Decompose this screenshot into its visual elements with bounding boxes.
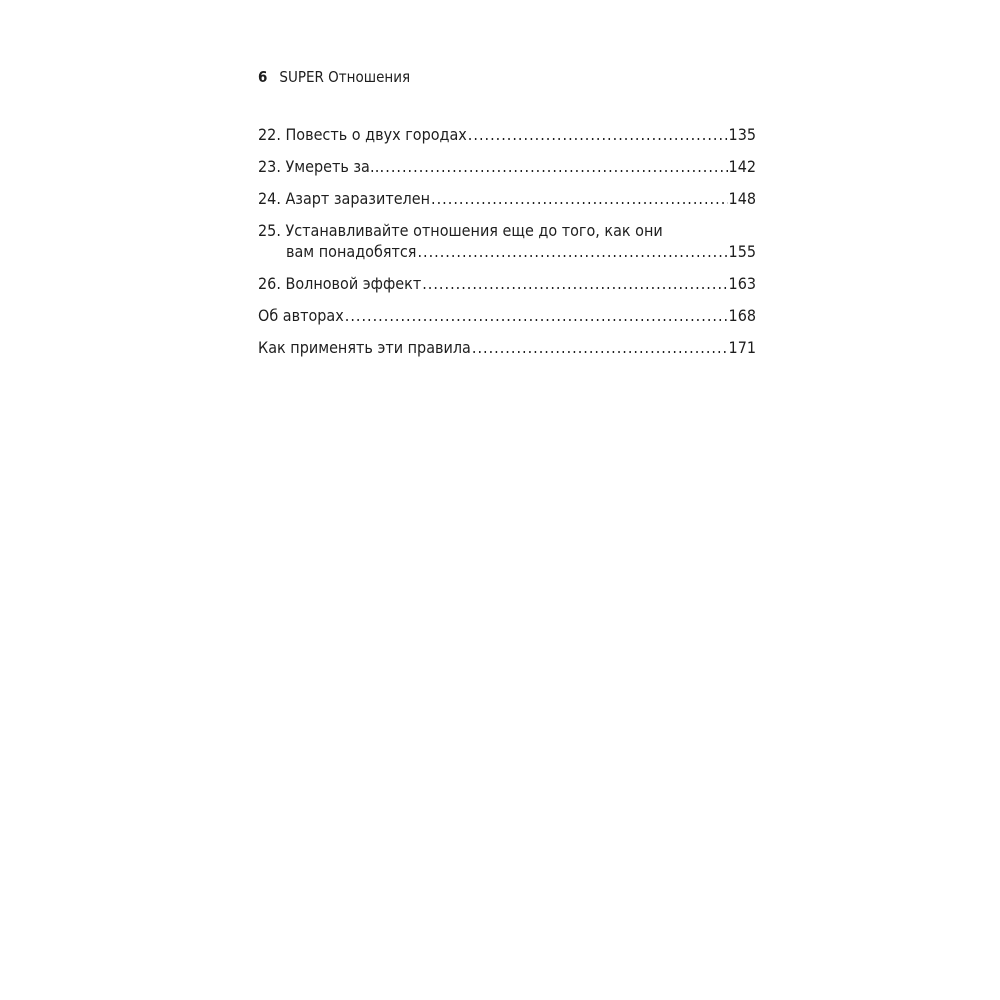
- toc-entry-page: 168: [728, 306, 756, 325]
- toc-entry-title: 22. Повесть о двух городах: [258, 125, 467, 144]
- toc-entry-page: 171: [728, 338, 756, 357]
- dot-leader: [472, 337, 728, 358]
- toc-entry-title: 23. Умереть за…: [258, 157, 385, 176]
- toc-entry-page: 155: [728, 242, 756, 261]
- toc-entry: [258, 273, 756, 294]
- toc-entry: [258, 337, 756, 358]
- dot-leader: [417, 241, 727, 262]
- running-header: [258, 67, 410, 87]
- page-number: 6: [258, 68, 268, 86]
- toc-entry: [258, 220, 756, 262]
- toc-entry: [258, 124, 756, 145]
- dot-leader: [431, 188, 728, 209]
- toc-entry: [258, 156, 756, 177]
- dot-leader: [468, 124, 728, 145]
- toc-entry-title: 24. Азарт заразителен: [258, 189, 431, 208]
- toc-entry-title-line1: 25. Устанавливайте отношения еще до того, как они: [258, 221, 663, 240]
- toc-entry-page: 142: [728, 157, 756, 176]
- book-title: SUPER Отношения: [279, 68, 411, 86]
- toc-entry-page: 135: [728, 125, 756, 144]
- toc-entry: [258, 188, 756, 209]
- dot-leader: [422, 273, 727, 294]
- table-of-contents: [258, 124, 756, 369]
- toc-entry-page: 163: [728, 274, 756, 293]
- toc-entry-title: 26. Волновой эффект: [258, 274, 422, 293]
- dot-leader: [345, 305, 728, 326]
- toc-entry: [258, 305, 756, 326]
- dot-leader: [385, 156, 727, 177]
- toc-entry-title-line2: вам понадобятся: [286, 242, 417, 261]
- toc-entry-title: Как применять эти правила: [258, 338, 471, 357]
- toc-entry-title: Об авторах: [258, 306, 344, 325]
- toc-entry-page: 148: [728, 189, 756, 208]
